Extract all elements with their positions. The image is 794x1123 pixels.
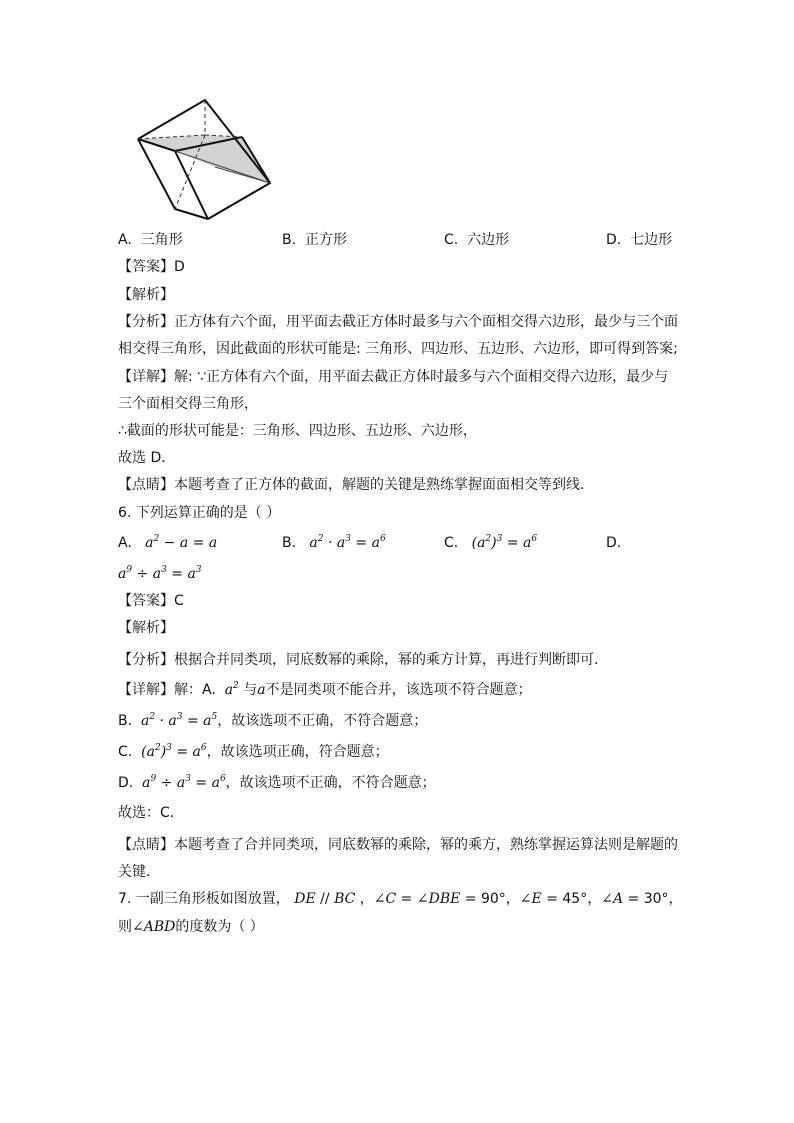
q5-jiexi: 【解析】 (118, 287, 174, 303)
q6-option-d-formula (118, 564, 202, 584)
q5-xiangjie-line-2: 三个面相交得三角形， (118, 396, 258, 412)
q5-xiangjie-line-4: 故选 D． (118, 450, 176, 466)
q5-option-b (282, 230, 347, 250)
formula: $(a^2)^3 = a^6$ (141, 743, 207, 760)
q5-fenxi-line-2: 相交得三角形，因此截面的形状可能是: 三角形、四边形、五边形、六边形，即可得到答案; (118, 341, 678, 357)
q6-guxuan: 故选：C． (118, 805, 184, 821)
cube-section-figure (130, 95, 280, 225)
q6-fenxi: 【分析】根据合并同类项，同底数幂的乘除，幂的乘方计算，再进行判断即可． (118, 652, 608, 668)
q6-option-b (282, 533, 386, 553)
q6-dianjing-line-2: 关键． (118, 864, 160, 880)
q6-stem: 6. 下列运算正确的是（ ） (118, 505, 281, 521)
option-text: 七边形 (630, 232, 673, 248)
q6-answer: 【答案】C (118, 593, 184, 609)
formula: $a^9 \div a^3 = a^3$ (118, 565, 202, 582)
formula: $(a^2)^3 = a^6$ (471, 534, 538, 551)
q6-xiangjie-c (118, 742, 389, 762)
option-letter: A. (118, 232, 132, 248)
formula: $a^2 \cdot a^3 = a^6$ (309, 534, 386, 551)
q6-option-c (444, 533, 537, 553)
q6-option-d (606, 533, 621, 553)
formula: $a^2$ (224, 681, 239, 698)
formula: BC (334, 891, 356, 907)
item-text: ，故该选项正确，符合题意； (206, 744, 389, 760)
stem-text: 则 (118, 919, 132, 935)
xiangjie-prefix: 【详解】解：A. (118, 682, 216, 698)
q7-stem-line-2: 则∠ABD的度数为（ ） (118, 919, 264, 935)
formula: $a^2 \cdot a^3 = a^5$ (140, 712, 218, 729)
q5-fenxi-line-1: 【分析】正方体有六个面，用平面去截正方体时最多与六个面相交得六边形，最少与三个面 (118, 314, 678, 330)
q5-xiangjie-line-1: 【详解】解: ∵正方体有六个面，用平面去截正方体时最多与六个面相交得六边形，最少与 (118, 369, 669, 385)
xiangjie-a-text: 不是同类项不能合并，该选项不符合题意； (265, 682, 532, 698)
option-letter: B. (282, 535, 297, 551)
q6-dianjing-line-1: 【点睛】本题考查了合并同类项，同底数幂的乘除，幂的乘方，熟练掌握运算法则是解题的 (118, 837, 678, 853)
stem-text: 的度数为（ ） (175, 919, 264, 935)
item-prefix: C. (118, 744, 133, 760)
option-text: 正方形 (304, 232, 347, 248)
option-letter: C. (444, 535, 459, 551)
option-text: 六边形 (467, 232, 510, 248)
formula: $a^9 \div a^3 = a^6$ (142, 774, 226, 791)
stem-text: 7. 一副三角形板如图放置， (118, 891, 290, 907)
q5-option-c (444, 230, 509, 250)
q5-xiangjie-line-3: ∴截面的形状可能是：三角形、四边形、五边形、六边形， (118, 423, 477, 439)
option-letter: D. (606, 232, 622, 248)
item-text: ，故该选项不正确，不符合题意； (225, 775, 436, 791)
option-text: 三角形 (140, 232, 183, 248)
formula: a (257, 682, 266, 698)
item-text: ，故该选项不正确，不符合题意； (217, 713, 428, 729)
q6-xiangjie-a (118, 680, 532, 700)
option-letter: D. (606, 535, 622, 551)
item-prefix: B. (118, 713, 133, 729)
item-prefix: D. (118, 775, 134, 791)
option-letter: B. (282, 232, 297, 248)
option-letter: C. (444, 232, 459, 248)
q6-xiangjie-b (118, 711, 427, 731)
option-letter: A. (118, 535, 132, 551)
q5-dianjing: 【点睛】本题考查了正方体的截面，解题的关键是熟练掌握面面相交等到线． (118, 477, 594, 493)
q6-option-a (118, 533, 217, 553)
formula: DE (294, 891, 316, 907)
q7-stem-line-1: 7. 一副三角形板如图放置， DE // BC ，∠C = ∠DBE = 90°，∠E = 45°，∠A = 30°， (118, 891, 683, 907)
q5-option-d (606, 230, 672, 250)
formula: $a^2 - a = a$ (145, 534, 218, 551)
q5-option-a (118, 230, 183, 250)
q6-xiangjie-d (118, 773, 436, 793)
q6-jiexi: 【解析】 (118, 620, 174, 636)
formula: ABD (143, 919, 176, 935)
connector-text: 与 (243, 682, 258, 698)
q5-answer: 【答案】D (118, 259, 185, 275)
parallel-symbol: // (320, 891, 330, 907)
